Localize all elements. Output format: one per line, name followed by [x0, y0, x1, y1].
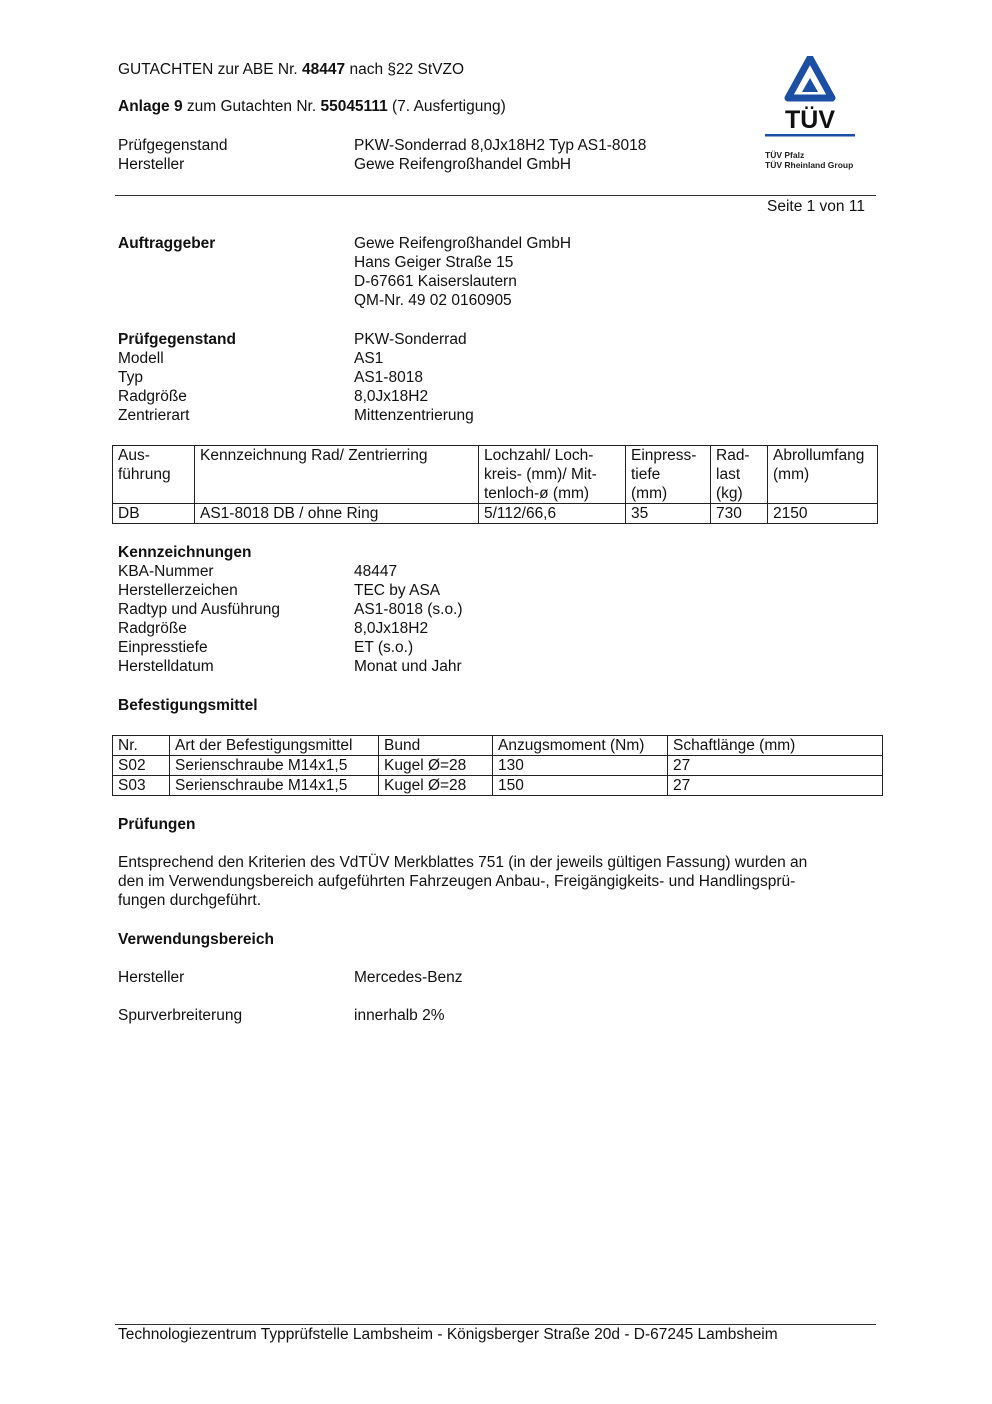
auftraggeber-line: D-67661 Kaiserslautern [354, 273, 517, 290]
table-cell: 27 [668, 756, 883, 776]
header-line-1 [118, 60, 464, 79]
radgroesse-kz-label: Radgröße [118, 620, 187, 637]
header-cell-lochzahl: Lochzahl/ Loch- kreis- (mm)/ Mit- tenloch-ø (mm) [479, 446, 626, 504]
pruefungen-text-line: Entsprechend den Kriterien des VdTÜV Merkblattes 751 (in der jeweils gültigen Fassung) wurden an [118, 854, 808, 871]
header-abe-suffix: nach §22 StVZO [345, 61, 465, 78]
radgroesse-kz-value: 8,0Jx18H2 [354, 620, 429, 637]
spurverbreiterung-label: Spurverbreiterung [118, 1007, 243, 1024]
table-cell: 730 [711, 504, 768, 524]
table-cell: Kugel Ø=28 [379, 776, 493, 796]
tuev-logo-sub1: TÜV Pfalz [765, 150, 805, 160]
zentrierart-label: Zentrierart [118, 407, 190, 424]
modell-value: AS1 [354, 350, 384, 367]
table-cell: 2150 [768, 504, 878, 524]
spurverbreiterung-value: innerhalb 2% [354, 1007, 445, 1024]
auftraggeber-line: Hans Geiger Straße 15 [354, 254, 514, 271]
herstelldatum-label: Herstelldatum [118, 658, 214, 675]
typ-label: Typ [118, 369, 143, 386]
herstelldatum-value: Monat und Jahr [354, 658, 462, 675]
header-cell-kennzeichnung: Kennzeichnung Rad/ Zentrierring [195, 446, 479, 504]
befestigung-table [112, 735, 883, 796]
auftraggeber-label: Auftraggeber [118, 235, 216, 252]
herstellerzeichen-value: TEC by ASA [354, 582, 441, 599]
radtyp-label: Radtyp und Ausführung [118, 601, 281, 618]
header-hersteller-value: Gewe Reifengroßhandel GmbH [354, 156, 572, 173]
verwendung-title: Verwendungsbereich [118, 931, 274, 948]
header-pruefgegenstand-value: PKW-Sonderrad 8,0Jx18H2 Typ AS1-8018 [354, 137, 647, 154]
befestigung-title: Befestigungsmittel [118, 697, 258, 714]
header-cell-radlast: Rad- last (kg) [711, 446, 768, 504]
table-cell: S03 [113, 776, 170, 796]
footer-address: Technologiezentrum Typprüfstelle Lambsheim - Königsberger Straße 20d - D-67245 Lambsheim [118, 1326, 778, 1343]
header-line-2 [118, 97, 506, 116]
header-cell-schaftlaenge: Schaftlänge (mm) [668, 736, 883, 756]
header-gutachten-number: 55045111 [320, 98, 388, 115]
table-header-row [113, 736, 883, 756]
radtyp-value: AS1-8018 (s.o.) [354, 601, 463, 618]
table-cell: 5/112/66,6 [479, 504, 626, 524]
header-cell-anzugsmoment: Anzugsmoment (Nm) [493, 736, 668, 756]
header-cell-bund: Bund [379, 736, 493, 756]
radgroesse-label: Radgröße [118, 388, 187, 405]
zentrierart-value: Mittenzentrierung [354, 407, 474, 424]
auftraggeber-line: Gewe Reifengroßhandel GmbH [354, 235, 572, 252]
table-row [113, 756, 883, 776]
ausfuehrung-table [112, 445, 878, 524]
kba-nummer-label: KBA-Nummer [118, 563, 214, 580]
modell-label: Modell [118, 350, 164, 367]
header-gutachten-label: zum Gutachten Nr. [182, 98, 321, 115]
kba-nummer-value: 48447 [354, 563, 398, 580]
table-cell: Serienschraube M14x1,5 [170, 756, 379, 776]
verwendung-hersteller-label: Hersteller [118, 969, 185, 986]
einpresstiefe-value: ET (s.o.) [354, 639, 414, 656]
header-cell-einpresstiefe: Einpress- tiefe (mm) [626, 446, 711, 504]
pruefgegenstand-label: Prüfgegenstand [118, 331, 236, 348]
pruefungen-text-line: fungen durchgeführt. [118, 892, 262, 909]
header-abe-number: 48447 [302, 61, 346, 78]
kennzeichnungen-title: Kennzeichnungen [118, 544, 252, 561]
herstellerzeichen-label: Herstellerzeichen [118, 582, 238, 599]
tuev-logo-sub2: TÜV Rheinland Group [765, 160, 854, 170]
header-divider [115, 195, 876, 196]
radgroesse-value: 8,0Jx18H2 [354, 388, 429, 405]
tuev-logo-subtitle [765, 150, 853, 170]
table-header-row [113, 446, 878, 504]
header-anlage: Anlage 9 [118, 98, 183, 115]
typ-value: AS1-8018 [354, 369, 423, 386]
table-cell: Kugel Ø=28 [379, 756, 493, 776]
header-hersteller-label: Hersteller [118, 156, 185, 173]
header-ausfertigung: (7. Ausfertigung) [387, 98, 506, 115]
tuev-triangle-icon [762, 56, 858, 150]
auftraggeber-line: QM-Nr. 49 02 0160905 [354, 292, 512, 309]
table-row [113, 504, 878, 524]
page-number: Seite 1 von 11 [767, 198, 865, 215]
header-cell-ausfuehrung: Aus- führung [113, 446, 195, 504]
table-cell: S02 [113, 756, 170, 776]
table-cell: 130 [493, 756, 668, 776]
header-cell-nr: Nr. [113, 736, 170, 756]
table-cell: Serienschraube M14x1,5 [170, 776, 379, 796]
header-pruefgegenstand-label: Prüfgegenstand [118, 137, 228, 154]
verwendung-hersteller-value: Mercedes-Benz [354, 969, 463, 986]
header-abe-prefix: GUTACHTEN zur ABE Nr. [118, 61, 303, 78]
header-cell-abrollumfang: Abrollumfang (mm) [768, 446, 878, 504]
tuev-logo-wordmark: TÜV [785, 106, 835, 134]
table-cell: DB [113, 504, 195, 524]
table-cell: 150 [493, 776, 668, 796]
pruefgegenstand-value: PKW-Sonderrad [354, 331, 467, 348]
pruefungen-title: Prüfungen [118, 816, 196, 833]
table-row [113, 776, 883, 796]
header-cell-art: Art der Befestigungsmittel [170, 736, 379, 756]
table-cell: AS1-8018 DB / ohne Ring [195, 504, 479, 524]
table-cell: 35 [626, 504, 711, 524]
table-cell: 27 [668, 776, 883, 796]
pruefungen-text-line: den im Verwendungsbereich aufgeführten Fahrzeugen Anbau-, Freigängigkeits- und Handlingsprü- [118, 873, 796, 890]
einpresstiefe-label: Einpresstiefe [118, 639, 208, 656]
